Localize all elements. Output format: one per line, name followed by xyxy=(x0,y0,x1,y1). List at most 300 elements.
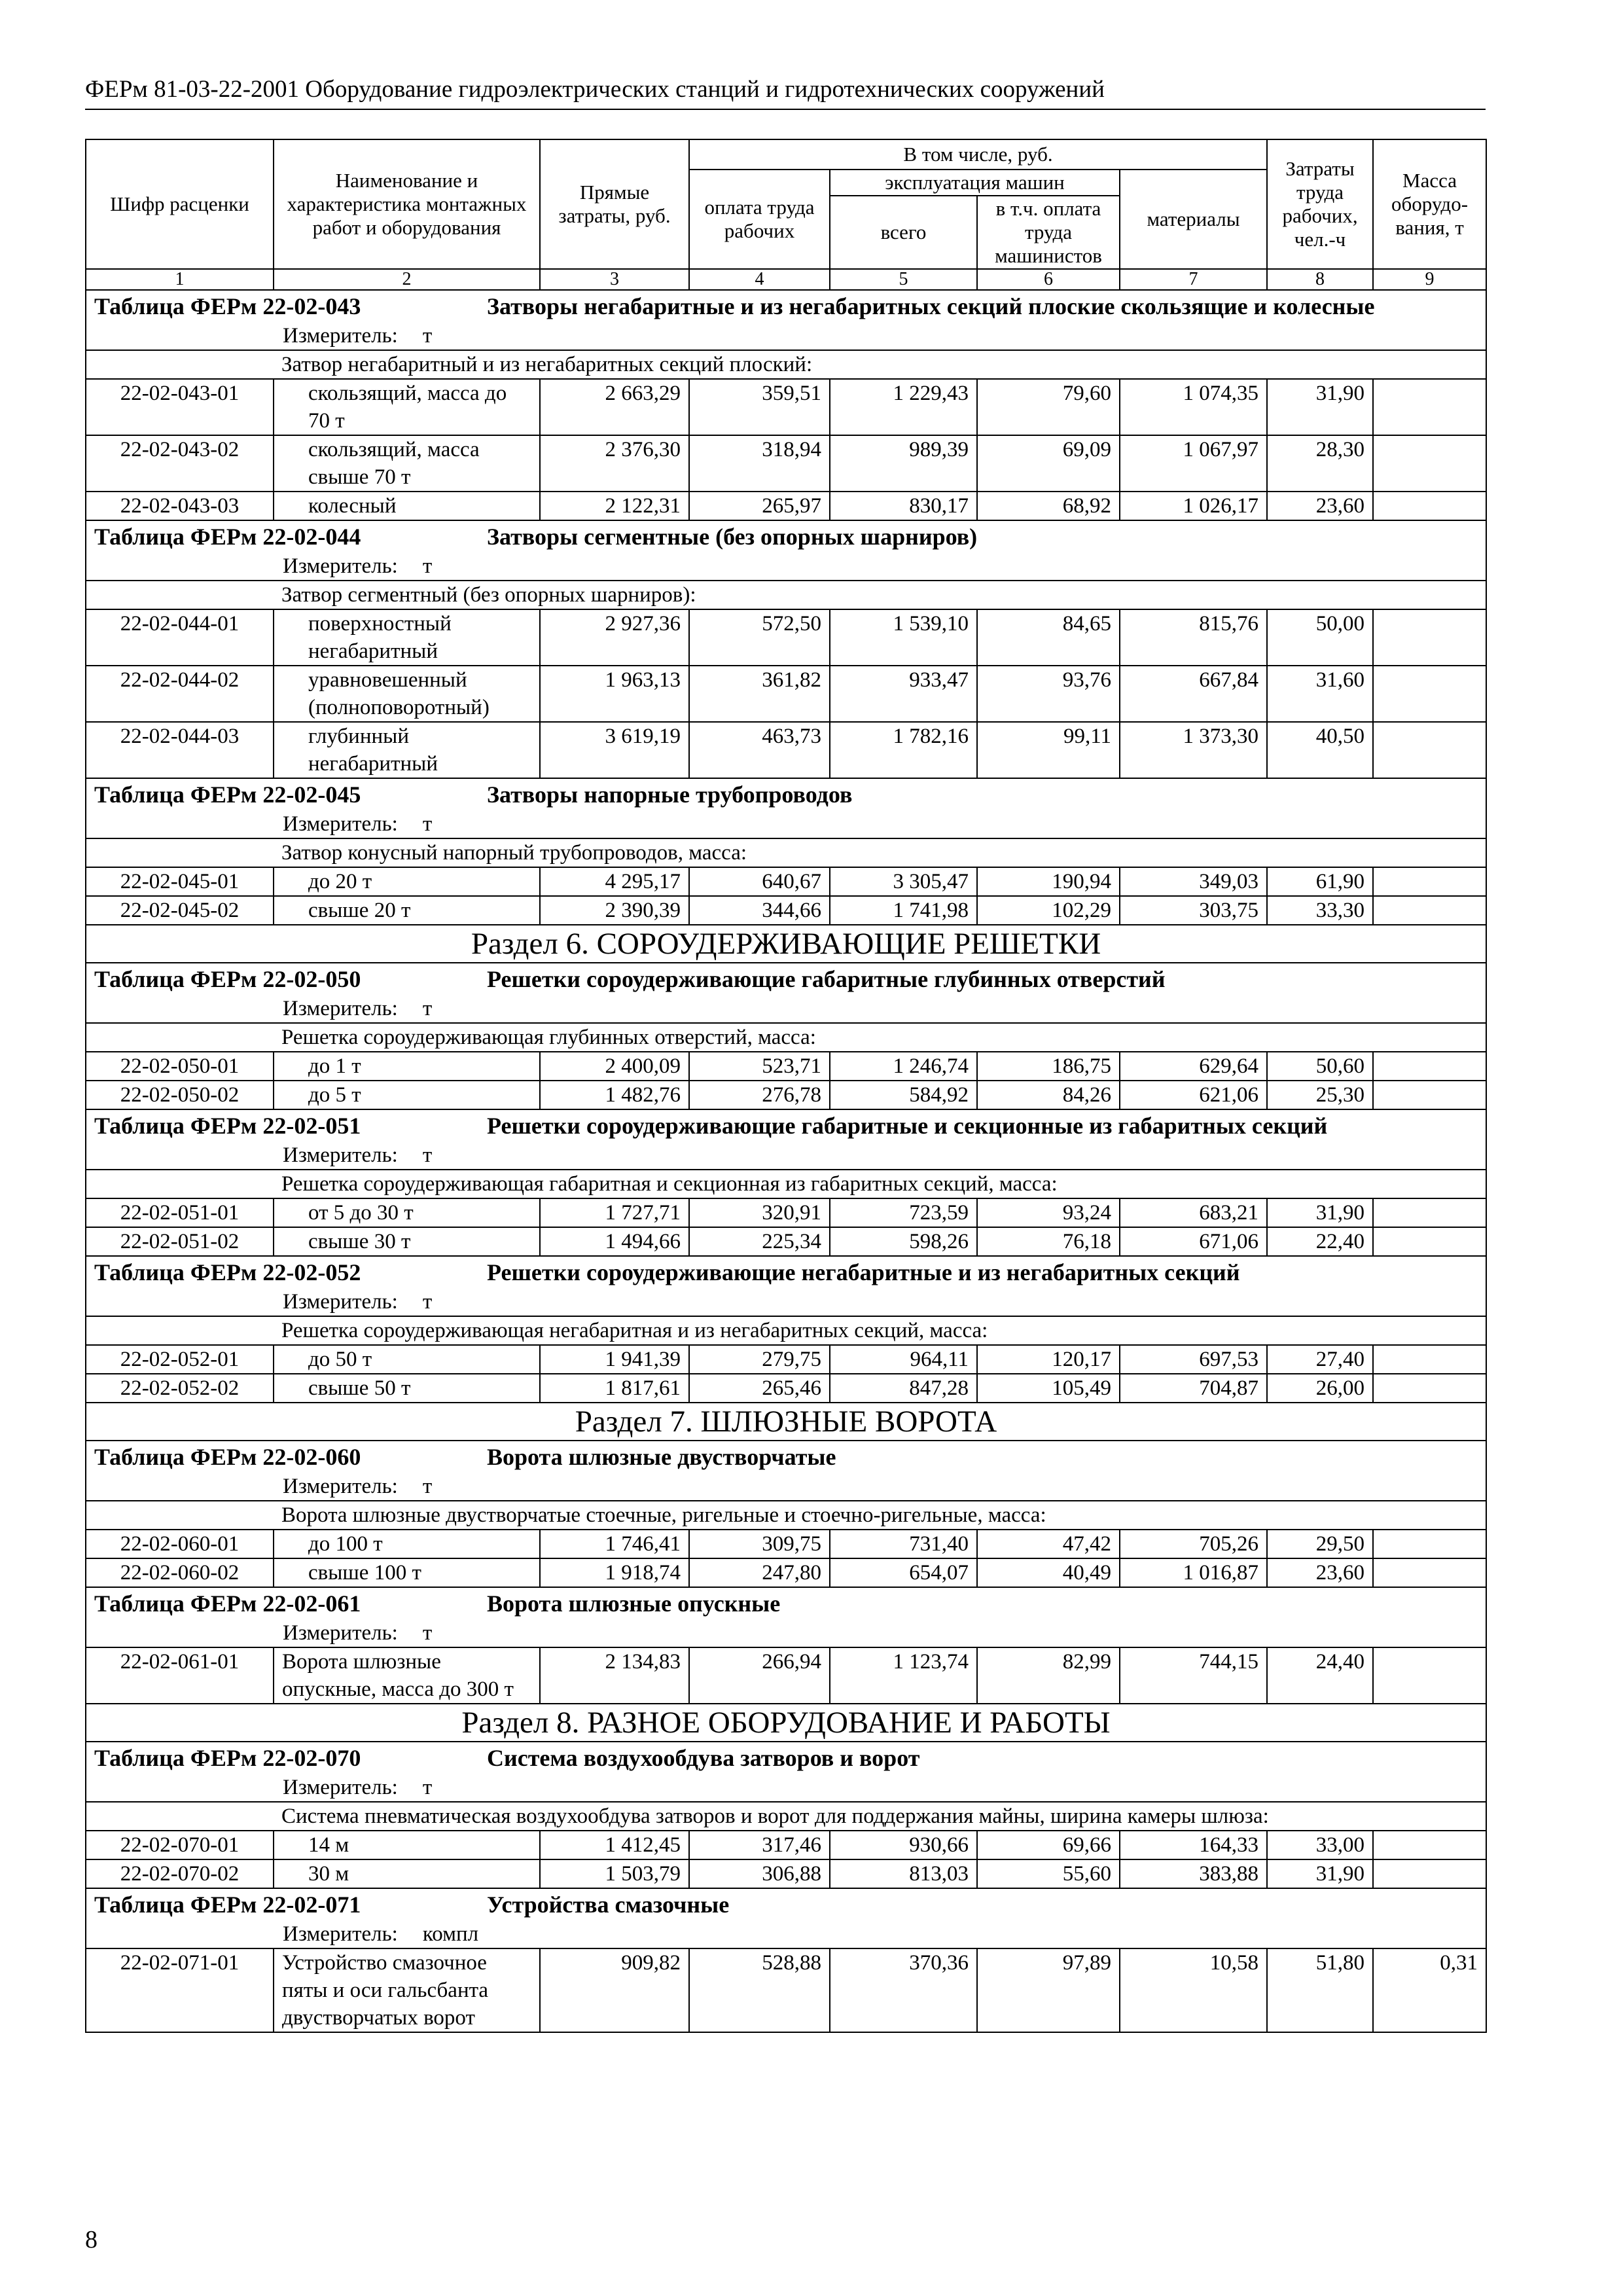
labor-hours: 26,00 xyxy=(1267,1374,1373,1403)
materials-costs: 10,58 xyxy=(1120,1948,1267,2032)
rate-code: 22-02-070-01 xyxy=(86,1831,274,1859)
wage-costs: 276,78 xyxy=(689,1081,830,1109)
measure-row xyxy=(86,1920,1486,1948)
measure-cell xyxy=(86,810,1486,838)
rate-code: 22-02-061-01 xyxy=(86,1647,274,1704)
col-wage-header: оплата труда рабочих xyxy=(689,170,830,269)
wage-costs: 265,46 xyxy=(689,1374,830,1403)
labor-hours: 33,00 xyxy=(1267,1831,1373,1859)
rate-code: 22-02-044-03 xyxy=(86,722,274,778)
table-heading xyxy=(86,1109,1486,1141)
table-heading-row xyxy=(86,1109,1486,1141)
rate-code: 22-02-052-02 xyxy=(86,1374,274,1403)
group-title: Решетка сороудерживающая глубинных отверстий, масса: xyxy=(86,1023,1486,1052)
work-name: свыше 100 т xyxy=(274,1558,540,1587)
materials-costs: 815,76 xyxy=(1120,609,1267,666)
table-row xyxy=(86,435,1486,492)
labor-hours: 50,00 xyxy=(1267,609,1373,666)
column-number: 8 xyxy=(1267,269,1373,290)
table-heading-row xyxy=(86,1256,1486,1288)
measure-label: Измеритель: xyxy=(283,1290,398,1314)
materials-costs: 1 074,35 xyxy=(1120,379,1267,435)
machinist-wage: 69,66 xyxy=(977,1831,1120,1859)
work-name: до 5 т xyxy=(274,1081,540,1109)
work-name: скользящий, масса до 70 т xyxy=(274,379,540,435)
direct-costs: 2 927,36 xyxy=(540,609,689,666)
table-label: Таблица ФЕРм 22-02-071 xyxy=(94,1892,361,1918)
table-heading-row xyxy=(86,520,1486,552)
rate-code: 22-02-045-02 xyxy=(86,896,274,925)
labor-hours: 33,30 xyxy=(1267,896,1373,925)
rate-code: 22-02-044-02 xyxy=(86,666,274,722)
direct-costs: 1 817,61 xyxy=(540,1374,689,1403)
measure-unit: т xyxy=(422,554,433,578)
col-mach-header: эксплуатация машин xyxy=(830,170,1120,196)
equipment-mass: 0,31 xyxy=(1373,1948,1486,2032)
materials-costs: 671,06 xyxy=(1120,1227,1267,1256)
table-row xyxy=(86,722,1486,778)
direct-costs: 1 494,66 xyxy=(540,1227,689,1256)
table-label: Таблица ФЕРм 22-02-044 xyxy=(94,524,361,550)
measure-label: Измеритель: xyxy=(283,1621,398,1645)
table-heading xyxy=(86,963,1486,995)
work-name: до 20 т xyxy=(274,867,540,896)
direct-costs: 1 963,13 xyxy=(540,666,689,722)
wage-costs: 318,94 xyxy=(689,435,830,492)
equipment-mass xyxy=(1373,492,1486,520)
labor-hours: 61,90 xyxy=(1267,867,1373,896)
wage-costs: 463,73 xyxy=(689,722,830,778)
table-heading-content xyxy=(94,1742,1478,1774)
measure-cell xyxy=(86,995,1486,1023)
labor-hours: 22,40 xyxy=(1267,1227,1373,1256)
machine-costs: 933,47 xyxy=(830,666,977,722)
machine-costs: 930,66 xyxy=(830,1831,977,1859)
rate-code: 22-02-043-02 xyxy=(86,435,274,492)
table-heading-content xyxy=(94,1441,1478,1473)
materials-costs: 629,64 xyxy=(1120,1052,1267,1081)
measure-label: Измеритель: xyxy=(283,997,398,1020)
labor-hours: 23,60 xyxy=(1267,1558,1373,1587)
direct-costs: 1 941,39 xyxy=(540,1345,689,1374)
equipment-mass xyxy=(1373,1374,1486,1403)
wage-costs: 344,66 xyxy=(689,896,830,925)
machinist-wage: 68,92 xyxy=(977,492,1120,520)
labor-hours: 31,90 xyxy=(1267,1859,1373,1888)
labor-hours: 31,90 xyxy=(1267,1198,1373,1227)
equipment-mass xyxy=(1373,1859,1486,1888)
table-heading-content xyxy=(94,1110,1478,1141)
table-label: Таблица ФЕРм 22-02-052 xyxy=(94,1259,361,1285)
machine-costs: 598,26 xyxy=(830,1227,977,1256)
wage-costs: 265,97 xyxy=(689,492,830,520)
table-title: Решетки сороудерживающие габаритные и секционные из габаритных секций xyxy=(487,1113,1328,1139)
work-name: уравновешенный (полноповоротный) xyxy=(274,666,540,722)
machinist-wage: 69,09 xyxy=(977,435,1120,492)
materials-costs: 697,53 xyxy=(1120,1345,1267,1374)
table-heading-content xyxy=(94,1588,1478,1619)
measure-row xyxy=(86,1288,1486,1316)
measure-cell xyxy=(86,1774,1486,1802)
machine-costs: 1 741,98 xyxy=(830,896,977,925)
machinist-wage: 120,17 xyxy=(977,1345,1120,1374)
wage-costs: 266,94 xyxy=(689,1647,830,1704)
measure-unit: т xyxy=(422,1621,433,1645)
labor-hours: 29,50 xyxy=(1267,1530,1373,1558)
machine-costs: 964,11 xyxy=(830,1345,977,1374)
col-code-header: Шифр расценки xyxy=(86,139,274,269)
group-row xyxy=(86,1802,1486,1831)
labor-hours: 27,40 xyxy=(1267,1345,1373,1374)
wage-costs: 320,91 xyxy=(689,1198,830,1227)
machine-costs: 370,36 xyxy=(830,1948,977,2032)
wage-costs: 279,75 xyxy=(689,1345,830,1374)
group-row xyxy=(86,838,1486,867)
work-name: скользящий, масса свыше 70 т xyxy=(274,435,540,492)
rate-code: 22-02-060-02 xyxy=(86,1558,274,1587)
labor-hours: 24,40 xyxy=(1267,1647,1373,1704)
table-title: Затворы сегментные (без опорных шарниров) xyxy=(487,524,978,550)
work-name: свыше 50 т xyxy=(274,1374,540,1403)
table-title: Устройства смазочные xyxy=(487,1892,730,1918)
machine-costs: 1 246,74 xyxy=(830,1052,977,1081)
table-heading-row xyxy=(86,290,1486,322)
table-row xyxy=(86,1345,1486,1374)
table-heading xyxy=(86,290,1486,322)
table-heading xyxy=(86,1441,1486,1473)
table-title: Затворы негабаритные и из негабаритных секций плоские скользящие и колесные xyxy=(487,293,1375,319)
measure-label: Измеритель: xyxy=(283,1143,398,1167)
materials-costs: 349,03 xyxy=(1120,867,1267,896)
col-mach-wage-header: в т.ч. оплата труда машинистов xyxy=(977,196,1120,269)
machine-costs: 1 539,10 xyxy=(830,609,977,666)
col-direct-header: Прямые затраты, руб. xyxy=(540,139,689,269)
work-name: глубинный негабаритный xyxy=(274,722,540,778)
table-row xyxy=(86,1227,1486,1256)
machine-costs: 830,17 xyxy=(830,492,977,520)
measure-unit: т xyxy=(422,1143,433,1167)
table-row xyxy=(86,492,1486,520)
wage-costs: 361,82 xyxy=(689,666,830,722)
materials-costs: 1 373,30 xyxy=(1120,722,1267,778)
machinist-wage: 99,11 xyxy=(977,722,1120,778)
group-row xyxy=(86,1316,1486,1345)
materials-costs: 621,06 xyxy=(1120,1081,1267,1109)
materials-costs: 683,21 xyxy=(1120,1198,1267,1227)
materials-costs: 383,88 xyxy=(1120,1859,1267,1888)
group-title: Решетка сороудерживающая негабаритная и из негабаритных секций, масса: xyxy=(86,1316,1486,1345)
table-label: Таблица ФЕРм 22-02-060 xyxy=(94,1444,361,1470)
rate-code: 22-02-050-02 xyxy=(86,1081,274,1109)
measure-cell xyxy=(86,1619,1486,1647)
labor-hours: 28,30 xyxy=(1267,435,1373,492)
measure-row xyxy=(86,995,1486,1023)
machine-costs: 731,40 xyxy=(830,1530,977,1558)
measure-row xyxy=(86,1774,1486,1802)
measure-row xyxy=(86,1141,1486,1170)
equipment-mass xyxy=(1373,379,1486,435)
work-name: до 100 т xyxy=(274,1530,540,1558)
table-heading xyxy=(86,778,1486,810)
table-row xyxy=(86,666,1486,722)
machine-costs: 1 229,43 xyxy=(830,379,977,435)
table-heading-row xyxy=(86,778,1486,810)
materials-costs: 667,84 xyxy=(1120,666,1267,722)
direct-costs: 1 412,45 xyxy=(540,1831,689,1859)
table-row xyxy=(86,609,1486,666)
direct-costs: 2 376,30 xyxy=(540,435,689,492)
measure-label: Измеритель: xyxy=(283,812,398,836)
measure-row xyxy=(86,1473,1486,1501)
machine-costs: 1 782,16 xyxy=(830,722,977,778)
table-heading-row xyxy=(86,963,1486,995)
table-row xyxy=(86,1647,1486,1704)
measure-unit: т xyxy=(422,997,433,1020)
work-name: от 5 до 30 т xyxy=(274,1198,540,1227)
column-number: 3 xyxy=(540,269,689,290)
measure-unit: компл xyxy=(422,1922,479,1946)
col-labor-header: Затраты труда рабочих, чел.-ч xyxy=(1267,139,1373,269)
measure-label: Измеритель: xyxy=(283,1776,398,1799)
machinist-wage: 55,60 xyxy=(977,1859,1120,1888)
rate-code: 22-02-051-01 xyxy=(86,1198,274,1227)
work-name: свыше 30 т xyxy=(274,1227,540,1256)
measure-label: Измеритель: xyxy=(283,324,398,348)
materials-costs: 1 026,17 xyxy=(1120,492,1267,520)
equipment-mass xyxy=(1373,666,1486,722)
labor-hours: 25,30 xyxy=(1267,1081,1373,1109)
measure-label: Измеритель: xyxy=(283,1922,398,1946)
wage-costs: 306,88 xyxy=(689,1859,830,1888)
group-row xyxy=(86,1023,1486,1052)
wage-costs: 359,51 xyxy=(689,379,830,435)
direct-costs: 2 663,29 xyxy=(540,379,689,435)
measure-cell xyxy=(86,322,1486,350)
work-name: свыше 20 т xyxy=(274,896,540,925)
labor-hours: 40,50 xyxy=(1267,722,1373,778)
machinist-wage: 47,42 xyxy=(977,1530,1120,1558)
equipment-mass xyxy=(1373,435,1486,492)
section-title: Раздел 6. СОРОУДЕРЖИВАЮЩИЕ РЕШЕТКИ xyxy=(86,925,1486,963)
measure-cell xyxy=(86,1288,1486,1316)
machinist-wage: 97,89 xyxy=(977,1948,1120,2032)
rate-code: 22-02-050-01 xyxy=(86,1052,274,1081)
equipment-mass xyxy=(1373,1052,1486,1081)
measure-row xyxy=(86,1619,1486,1647)
direct-costs: 2 390,39 xyxy=(540,896,689,925)
table-heading-row xyxy=(86,1742,1486,1774)
machinist-wage: 82,99 xyxy=(977,1647,1120,1704)
table-row xyxy=(86,1558,1486,1587)
machinist-wage: 93,76 xyxy=(977,666,1120,722)
materials-costs: 1 067,97 xyxy=(1120,435,1267,492)
wage-costs: 225,34 xyxy=(689,1227,830,1256)
machine-costs: 813,03 xyxy=(830,1859,977,1888)
page-header: ФЕРм 81-03-22-2001 Оборудование гидроэлектрических станций и гидротехнических сооружений xyxy=(85,76,1105,103)
measure-cell xyxy=(86,1141,1486,1170)
measure-label: Измеритель: xyxy=(283,554,398,578)
column-number: 1 xyxy=(86,269,274,290)
table-title: Ворота шлюзные опускные xyxy=(487,1590,781,1617)
measure-cell xyxy=(86,1920,1486,1948)
machine-costs: 584,92 xyxy=(830,1081,977,1109)
materials-costs: 744,15 xyxy=(1120,1647,1267,1704)
direct-costs: 2 134,83 xyxy=(540,1647,689,1704)
section-row xyxy=(86,1403,1486,1441)
wage-costs: 528,88 xyxy=(689,1948,830,2032)
column-number: 2 xyxy=(274,269,540,290)
measure-unit: т xyxy=(422,324,433,348)
machinist-wage: 79,60 xyxy=(977,379,1120,435)
rate-code: 22-02-071-01 xyxy=(86,1948,274,2032)
column-number: 5 xyxy=(830,269,977,290)
column-number: 4 xyxy=(689,269,830,290)
work-name: Устройство смазочное пяты и оси гальсбанта двустворчатых ворот xyxy=(274,1948,540,2032)
table-heading-content xyxy=(94,1889,1478,1920)
labor-hours: 23,60 xyxy=(1267,492,1373,520)
group-row xyxy=(86,1501,1486,1530)
direct-costs: 1 727,71 xyxy=(540,1198,689,1227)
table-label: Таблица ФЕРм 22-02-070 xyxy=(94,1745,361,1771)
direct-costs: 1 503,79 xyxy=(540,1859,689,1888)
machinist-wage: 84,26 xyxy=(977,1081,1120,1109)
group-title: Затвор сегментный (без опорных шарниров): xyxy=(86,581,1486,609)
col-name-header: Наименование и характеристика монтажных работ и оборудования xyxy=(274,139,540,269)
table-heading xyxy=(86,1888,1486,1920)
machine-costs: 654,07 xyxy=(830,1558,977,1587)
table-label: Таблица ФЕРм 22-02-061 xyxy=(94,1590,361,1617)
table-heading-row xyxy=(86,1587,1486,1619)
wage-costs: 309,75 xyxy=(689,1530,830,1558)
col-mach-total-header: всего xyxy=(830,196,977,269)
machinist-wage: 93,24 xyxy=(977,1198,1120,1227)
rate-code: 22-02-051-02 xyxy=(86,1227,274,1256)
column-number: 7 xyxy=(1120,269,1267,290)
measure-unit: т xyxy=(422,1290,433,1314)
table-heading-content xyxy=(94,291,1478,322)
table-row xyxy=(86,1081,1486,1109)
rates-table xyxy=(85,139,1487,2033)
direct-costs: 1 482,76 xyxy=(540,1081,689,1109)
materials-costs: 705,26 xyxy=(1120,1530,1267,1558)
table-head xyxy=(86,139,1486,290)
table-label: Таблица ФЕРм 22-02-050 xyxy=(94,966,361,992)
equipment-mass xyxy=(1373,1081,1486,1109)
table-row xyxy=(86,1198,1486,1227)
table-label: Таблица ФЕРм 22-02-043 xyxy=(94,293,361,319)
group-row xyxy=(86,581,1486,609)
work-name: до 50 т xyxy=(274,1345,540,1374)
direct-costs: 4 295,17 xyxy=(540,867,689,896)
work-name: 30 м xyxy=(274,1859,540,1888)
table-title: Система воздухообдува затворов и ворот xyxy=(487,1745,920,1771)
measure-cell xyxy=(86,1473,1486,1501)
table-title: Решетки сороудерживающие габаритные глубинных отверстий xyxy=(487,966,1166,992)
group-row xyxy=(86,1170,1486,1198)
column-number: 6 xyxy=(977,269,1120,290)
rate-code: 22-02-043-01 xyxy=(86,379,274,435)
table-title: Ворота шлюзные двустворчатые xyxy=(487,1444,836,1470)
machinist-wage: 84,65 xyxy=(977,609,1120,666)
materials-costs: 164,33 xyxy=(1120,1831,1267,1859)
table-title: Решетки сороудерживающие негабаритные и из негабаритных секций xyxy=(487,1259,1240,1285)
machine-costs: 1 123,74 xyxy=(830,1647,977,1704)
table-row xyxy=(86,1374,1486,1403)
measure-cell xyxy=(86,552,1486,581)
table-body xyxy=(86,290,1486,2032)
labor-hours: 51,80 xyxy=(1267,1948,1373,2032)
machinist-wage: 190,94 xyxy=(977,867,1120,896)
equipment-mass xyxy=(1373,1345,1486,1374)
labor-hours: 31,90 xyxy=(1267,379,1373,435)
measure-row xyxy=(86,810,1486,838)
measure-unit: т xyxy=(422,812,433,836)
measure-unit: т xyxy=(422,1475,433,1498)
labor-hours: 50,60 xyxy=(1267,1052,1373,1081)
machine-costs: 989,39 xyxy=(830,435,977,492)
direct-costs: 3 619,19 xyxy=(540,722,689,778)
rate-code: 22-02-052-01 xyxy=(86,1345,274,1374)
measure-row xyxy=(86,322,1486,350)
section-title: Раздел 8. РАЗНОЕ ОБОРУДОВАНИЕ И РАБОТЫ xyxy=(86,1704,1486,1742)
group-title: Решетка сороудерживающая габаритная и секционная из габаритных секций, масса: xyxy=(86,1170,1486,1198)
work-name: Ворота шлюзные опускные, масса до 300 т xyxy=(274,1647,540,1704)
rate-code: 22-02-060-01 xyxy=(86,1530,274,1558)
column-number: 9 xyxy=(1373,269,1486,290)
group-row xyxy=(86,350,1486,379)
work-name: поверхностный негабаритный xyxy=(274,609,540,666)
materials-costs: 704,87 xyxy=(1120,1374,1267,1403)
section-row xyxy=(86,925,1486,963)
rate-code: 22-02-044-01 xyxy=(86,609,274,666)
materials-costs: 1 016,87 xyxy=(1120,1558,1267,1587)
labor-hours: 31,60 xyxy=(1267,666,1373,722)
table-heading xyxy=(86,1256,1486,1288)
equipment-mass xyxy=(1373,896,1486,925)
machinist-wage: 102,29 xyxy=(977,896,1120,925)
machine-costs: 3 305,47 xyxy=(830,867,977,896)
table-label: Таблица ФЕРм 22-02-045 xyxy=(94,781,361,808)
table-title: Затворы напорные трубопроводов xyxy=(487,781,853,808)
table-row xyxy=(86,1052,1486,1081)
table-row xyxy=(86,867,1486,896)
wage-costs: 247,80 xyxy=(689,1558,830,1587)
work-name: колесный xyxy=(274,492,540,520)
equipment-mass xyxy=(1373,867,1486,896)
col-incl-header: В том числе, руб. xyxy=(689,139,1267,170)
measure-unit: т xyxy=(422,1776,433,1799)
machinist-wage: 40,49 xyxy=(977,1558,1120,1587)
table-label: Таблица ФЕРм 22-02-051 xyxy=(94,1113,361,1139)
equipment-mass xyxy=(1373,1530,1486,1558)
equipment-mass xyxy=(1373,1198,1486,1227)
column-numbers-row xyxy=(86,269,1486,290)
table-row xyxy=(86,896,1486,925)
table-heading xyxy=(86,520,1486,552)
machine-costs: 723,59 xyxy=(830,1198,977,1227)
group-title: Затвор негабаритный и из негабаритных секций плоский: xyxy=(86,350,1486,379)
table-row xyxy=(86,1530,1486,1558)
table-heading-content xyxy=(94,1257,1478,1288)
group-title: Ворота шлюзные двустворчатые стоечные, ригельные и стоечно-ригельные, масса: xyxy=(86,1501,1486,1530)
rate-code: 22-02-070-02 xyxy=(86,1859,274,1888)
table-heading xyxy=(86,1742,1486,1774)
direct-costs: 2 400,09 xyxy=(540,1052,689,1081)
table-row xyxy=(86,379,1486,435)
table-heading xyxy=(86,1587,1486,1619)
table-row xyxy=(86,1831,1486,1859)
direct-costs: 2 122,31 xyxy=(540,492,689,520)
